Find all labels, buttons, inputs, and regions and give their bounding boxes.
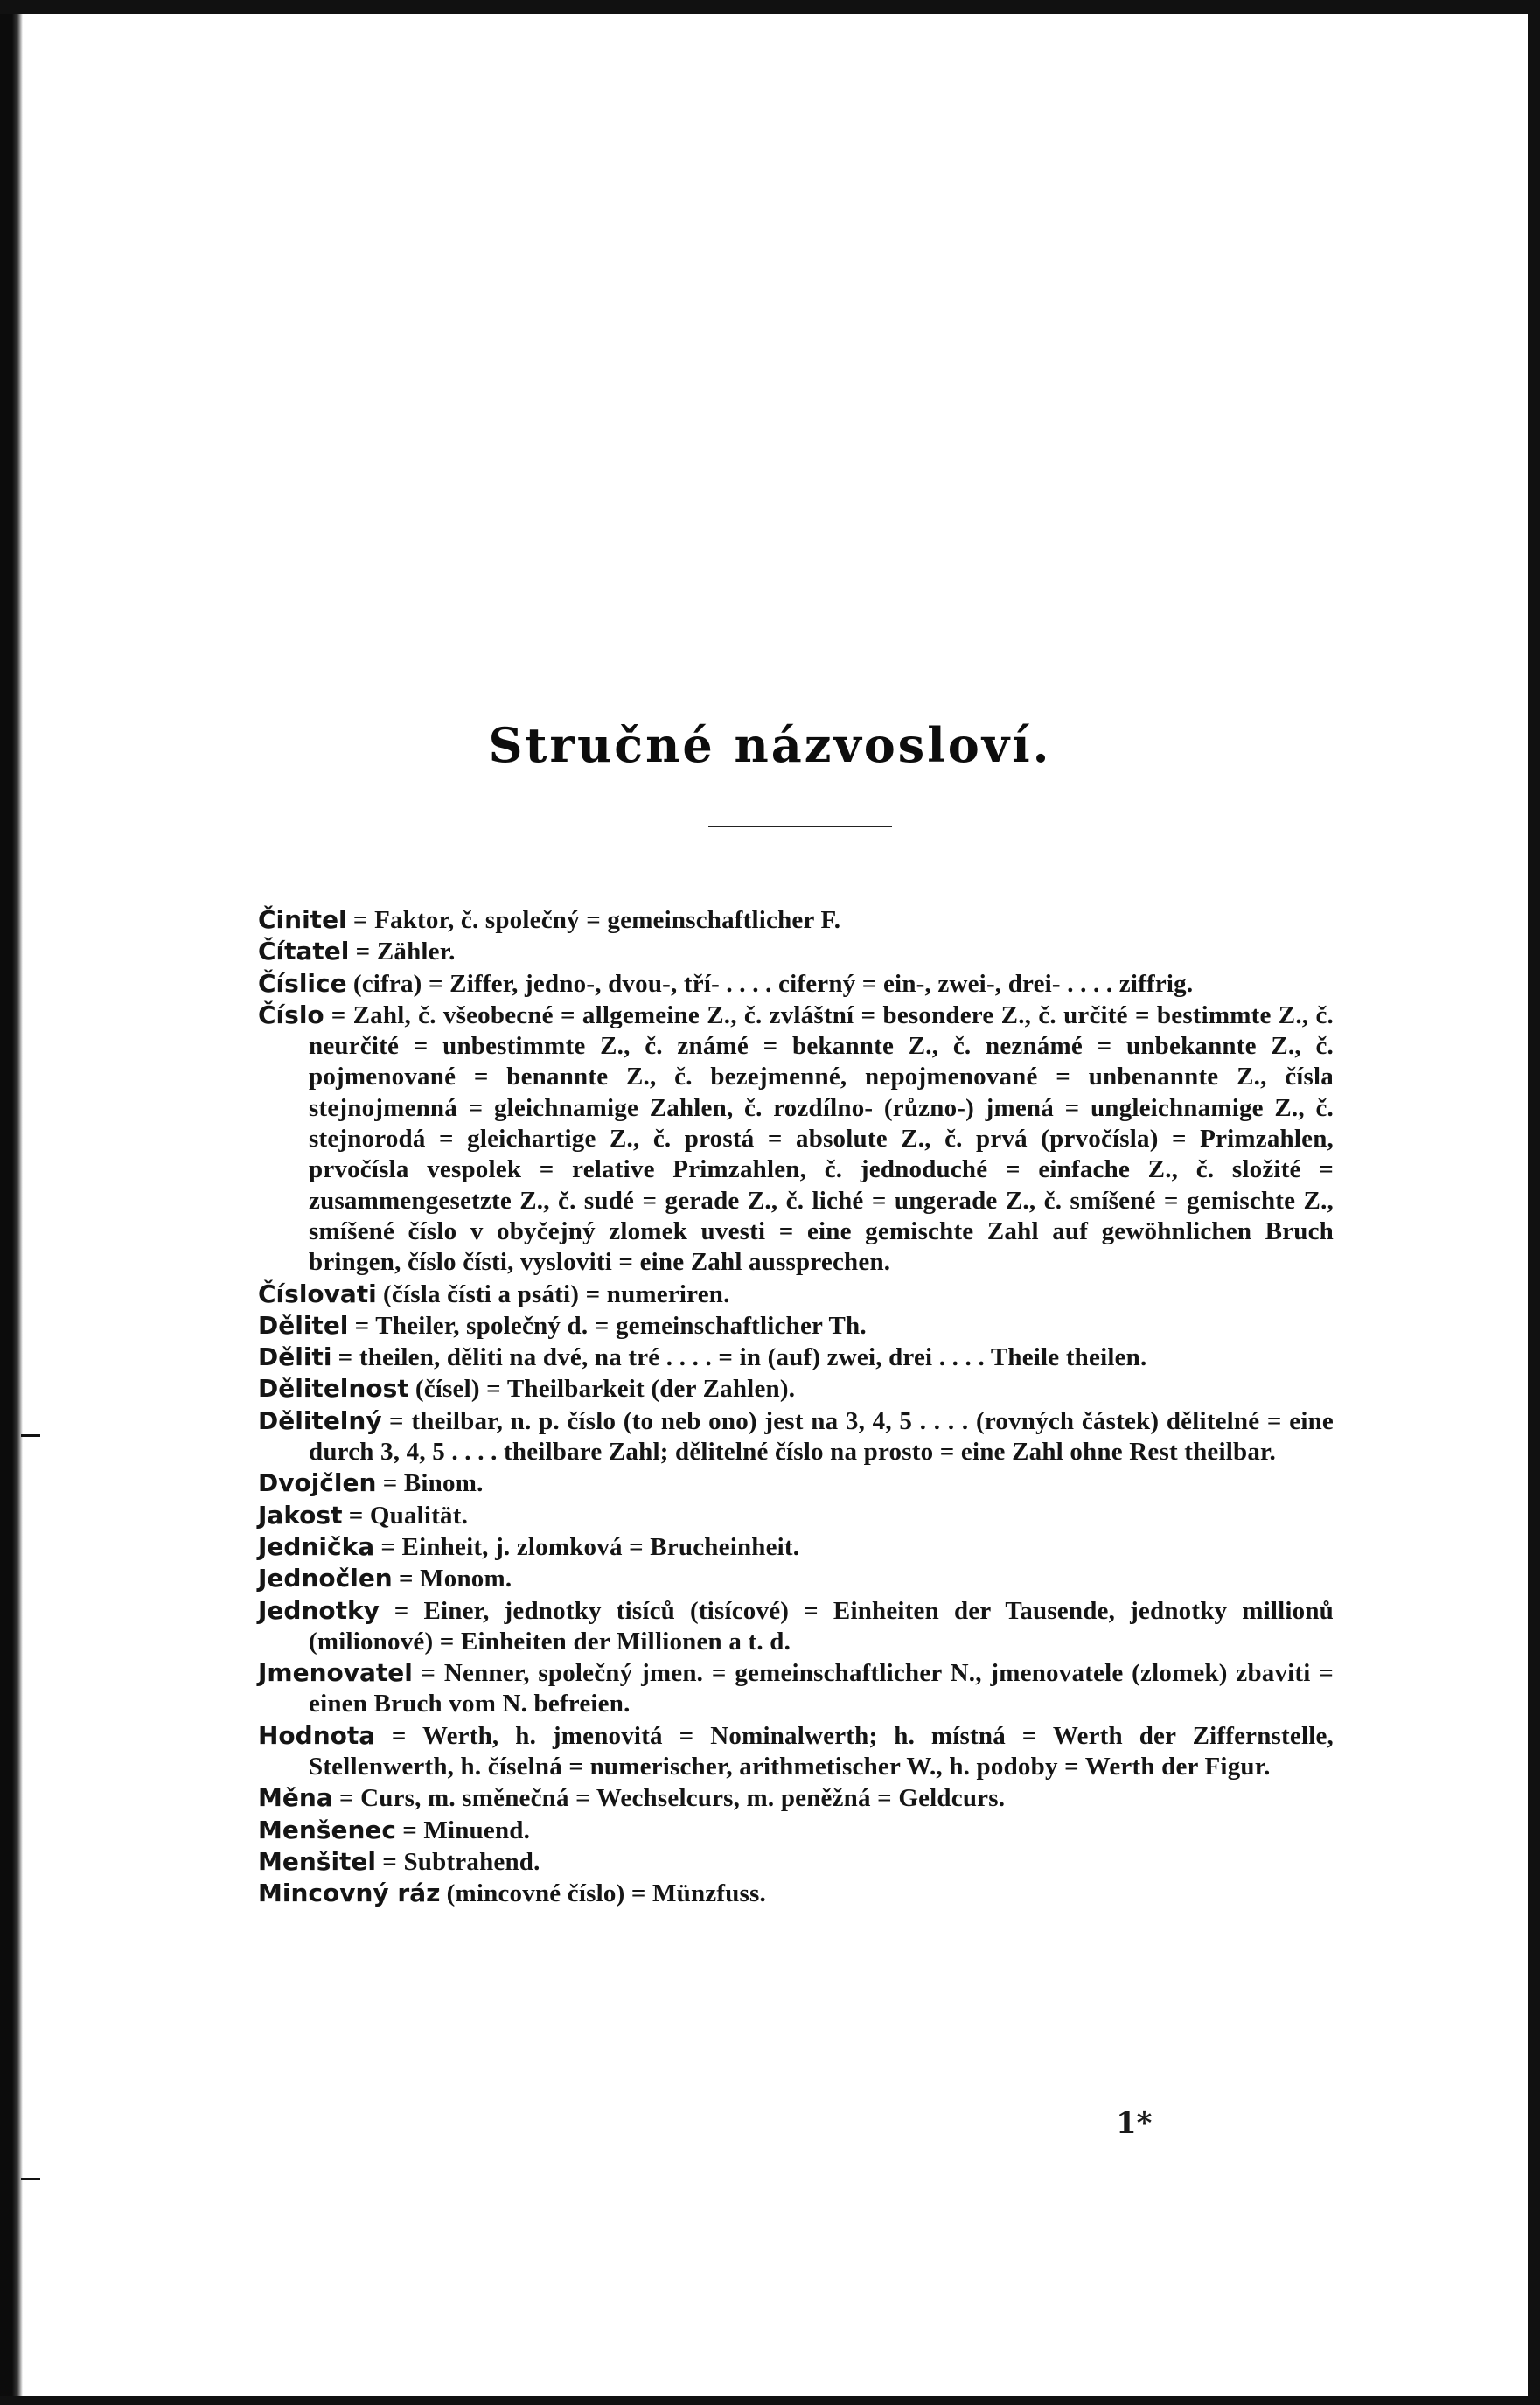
glossary-entry	[258, 1563, 1334, 1594]
entry-definition: = Binom.	[382, 1469, 484, 1498]
entry-definition: (mincovné číslo) = Münzfuss.	[446, 1879, 766, 1908]
entry-term: Číslice	[258, 968, 347, 998]
page-number: 1*	[1116, 2106, 1153, 2141]
entry-term: Mincovný ráz	[258, 1879, 441, 1908]
entry-definition: = Faktor, č. společný = gemeinschaftlicher F.	[352, 906, 841, 934]
glossary-entry	[258, 1846, 1334, 1878]
entry-term: Děliti	[258, 1342, 332, 1372]
glossary-list	[258, 904, 1334, 1910]
entry-definition: = Theiler, společný d. = gemeinschaftlicher Th.	[354, 1311, 867, 1340]
glossary-entry	[258, 904, 1334, 936]
entry-definition: = Zähler.	[355, 938, 456, 966]
entry-definition: = Curs, m. směnečná = Wechselcurs, m. peněžná = Geldcurs.	[338, 1784, 1006, 1813]
entry-definition: = Subtrahend.	[382, 1847, 540, 1876]
entry-definition: (cifra) = Ziffer, jedno-, dvou-, tří- . . . . ciferný = ein-, zwei-, drei- . . . . ziffrig.	[352, 969, 1194, 998]
glossary-entry	[258, 1815, 1334, 1846]
glossary-entry	[258, 1531, 1334, 1563]
glossary-entry	[258, 1467, 1334, 1499]
glossary-entry	[258, 1000, 1334, 1279]
glossary-entry	[258, 1657, 1334, 1720]
entry-term: Měna	[258, 1783, 333, 1813]
glossary-entry	[258, 1279, 1334, 1310]
entry-definition: = Monom.	[399, 1565, 512, 1593]
entry-term: Číslovati	[258, 1279, 377, 1308]
entry-term: Menšenec	[258, 1815, 396, 1844]
spine-notch	[21, 2178, 40, 2180]
entry-definition: (čísla čísti a psáti) = numeriren.	[383, 1279, 730, 1308]
entry-term: Jednotky	[258, 1595, 380, 1625]
entry-term: Jakost	[258, 1500, 343, 1530]
entry-definition: = Qualität.	[348, 1501, 469, 1530]
entry-term: Dvojčlen	[258, 1468, 377, 1498]
entry-term: Jednička	[258, 1531, 375, 1561]
entry-definition: = Nenner, společný jmen. = gemeinschaftlicher N., jmenovatele (zlomek) zbaviti = einen Bruch vom N. befreien.	[309, 1659, 1334, 1718]
entry-term: Číslo	[258, 1000, 324, 1029]
glossary-entry	[258, 1595, 1334, 1658]
entry-term: Čítatel	[258, 937, 350, 966]
entry-term: Činitel	[258, 905, 347, 934]
glossary-entry	[258, 1878, 1334, 1909]
glossary-entry	[258, 936, 1334, 967]
entry-term: Menšitel	[258, 1846, 377, 1876]
book-spine-edge	[0, 0, 23, 2405]
glossary-entry	[258, 1342, 1334, 1373]
glossary-entry	[258, 1782, 1334, 1814]
entry-definition: = Einheit, j. zlomková = Brucheinheit.	[380, 1532, 800, 1561]
entry-definition: (čísel) = Theilbarkeit (der Zahlen).	[415, 1375, 796, 1404]
entry-definition: = theilen, děliti na dvé, na tré . . . . = in (auf) zwei, drei . . . . Theile theilen.	[338, 1343, 1147, 1372]
entry-term: Jmenovatel	[258, 1658, 413, 1688]
entry-definition: = Zahl, č. všeobecné = allgemeine Z., č. zvláštní = besondere Z., č. určité = bestimmte Z., č. neurčité = unbestimmte Z., č. známé = bekannte Z., č. neznámé = unbekannte Z., č. pojmenované = benannte Z., č. bezejmenné, nepojmenované = unbenannte Z., čísla stejnojmenná = gleichnamige Zahlen, č. rozdílno- (různo-) jmená = ungleichnamige Z., č. stejnorodá = gleichartige Z., č. prostá = absolute Z., č. prvá (prvočísla) = Primzahlen, prvočísla vespolek = relative Primzahlen, č. jednoduché = einfache Z., č. složité = zusammengesetzte Z., č. sudé = gerade Z., č. liché = ungerade Z., č. smíšené = gemischte Z., smíšené číslo v obyčejný zlomek uvesti = eine gemischte Zahl auf gewöhnlichen Bruch bringen, číslo čísti, vysloviti = eine Zahl aussprechen.	[309, 1000, 1334, 1277]
spine-notch	[21, 1434, 40, 1437]
glossary-entry	[258, 1405, 1334, 1468]
glossary-entry	[258, 1500, 1334, 1531]
entry-term: Jednočlen	[258, 1564, 393, 1593]
entry-term: Dělitel	[258, 1310, 349, 1340]
glossary-entry	[258, 1373, 1334, 1405]
entry-definition: = Werth, h. jmenovitá = Nominalwerth; h. místná = Werth der Ziffernstelle, Stellenwerth, h. číselná = numerischer, arithmetischer W., h. podoby = Werth der Figur.	[309, 1721, 1334, 1781]
title-divider	[708, 826, 892, 827]
entry-term: Dělitelný	[258, 1405, 382, 1435]
glossary-entry	[258, 1720, 1334, 1783]
entry-definition: = Minuend.	[402, 1816, 531, 1844]
page-title: Stručné názvosloví.	[488, 717, 1052, 773]
glossary-entry	[258, 968, 1334, 1000]
entry-term: Dělitelnost	[258, 1374, 409, 1404]
entry-definition: = theilbar, n. p. číslo (to neb ono) jest na 3, 4, 5 . . . . (rovných částek) dělitelné = eine durch 3, 4, 5 . . . . theilbare Zahl; dělitelné číslo na prosto = eine Zahl ohne Rest theilbar.	[309, 1406, 1334, 1467]
entry-term: Hodnota	[258, 1720, 376, 1750]
entry-definition: = Einer, jednotky tisíců (tisícové) = Einheiten der Tausende, jednotky millionů (milionové) = Einheiten der Millionen a t. d.	[309, 1596, 1334, 1656]
glossary-entry	[258, 1310, 1334, 1342]
